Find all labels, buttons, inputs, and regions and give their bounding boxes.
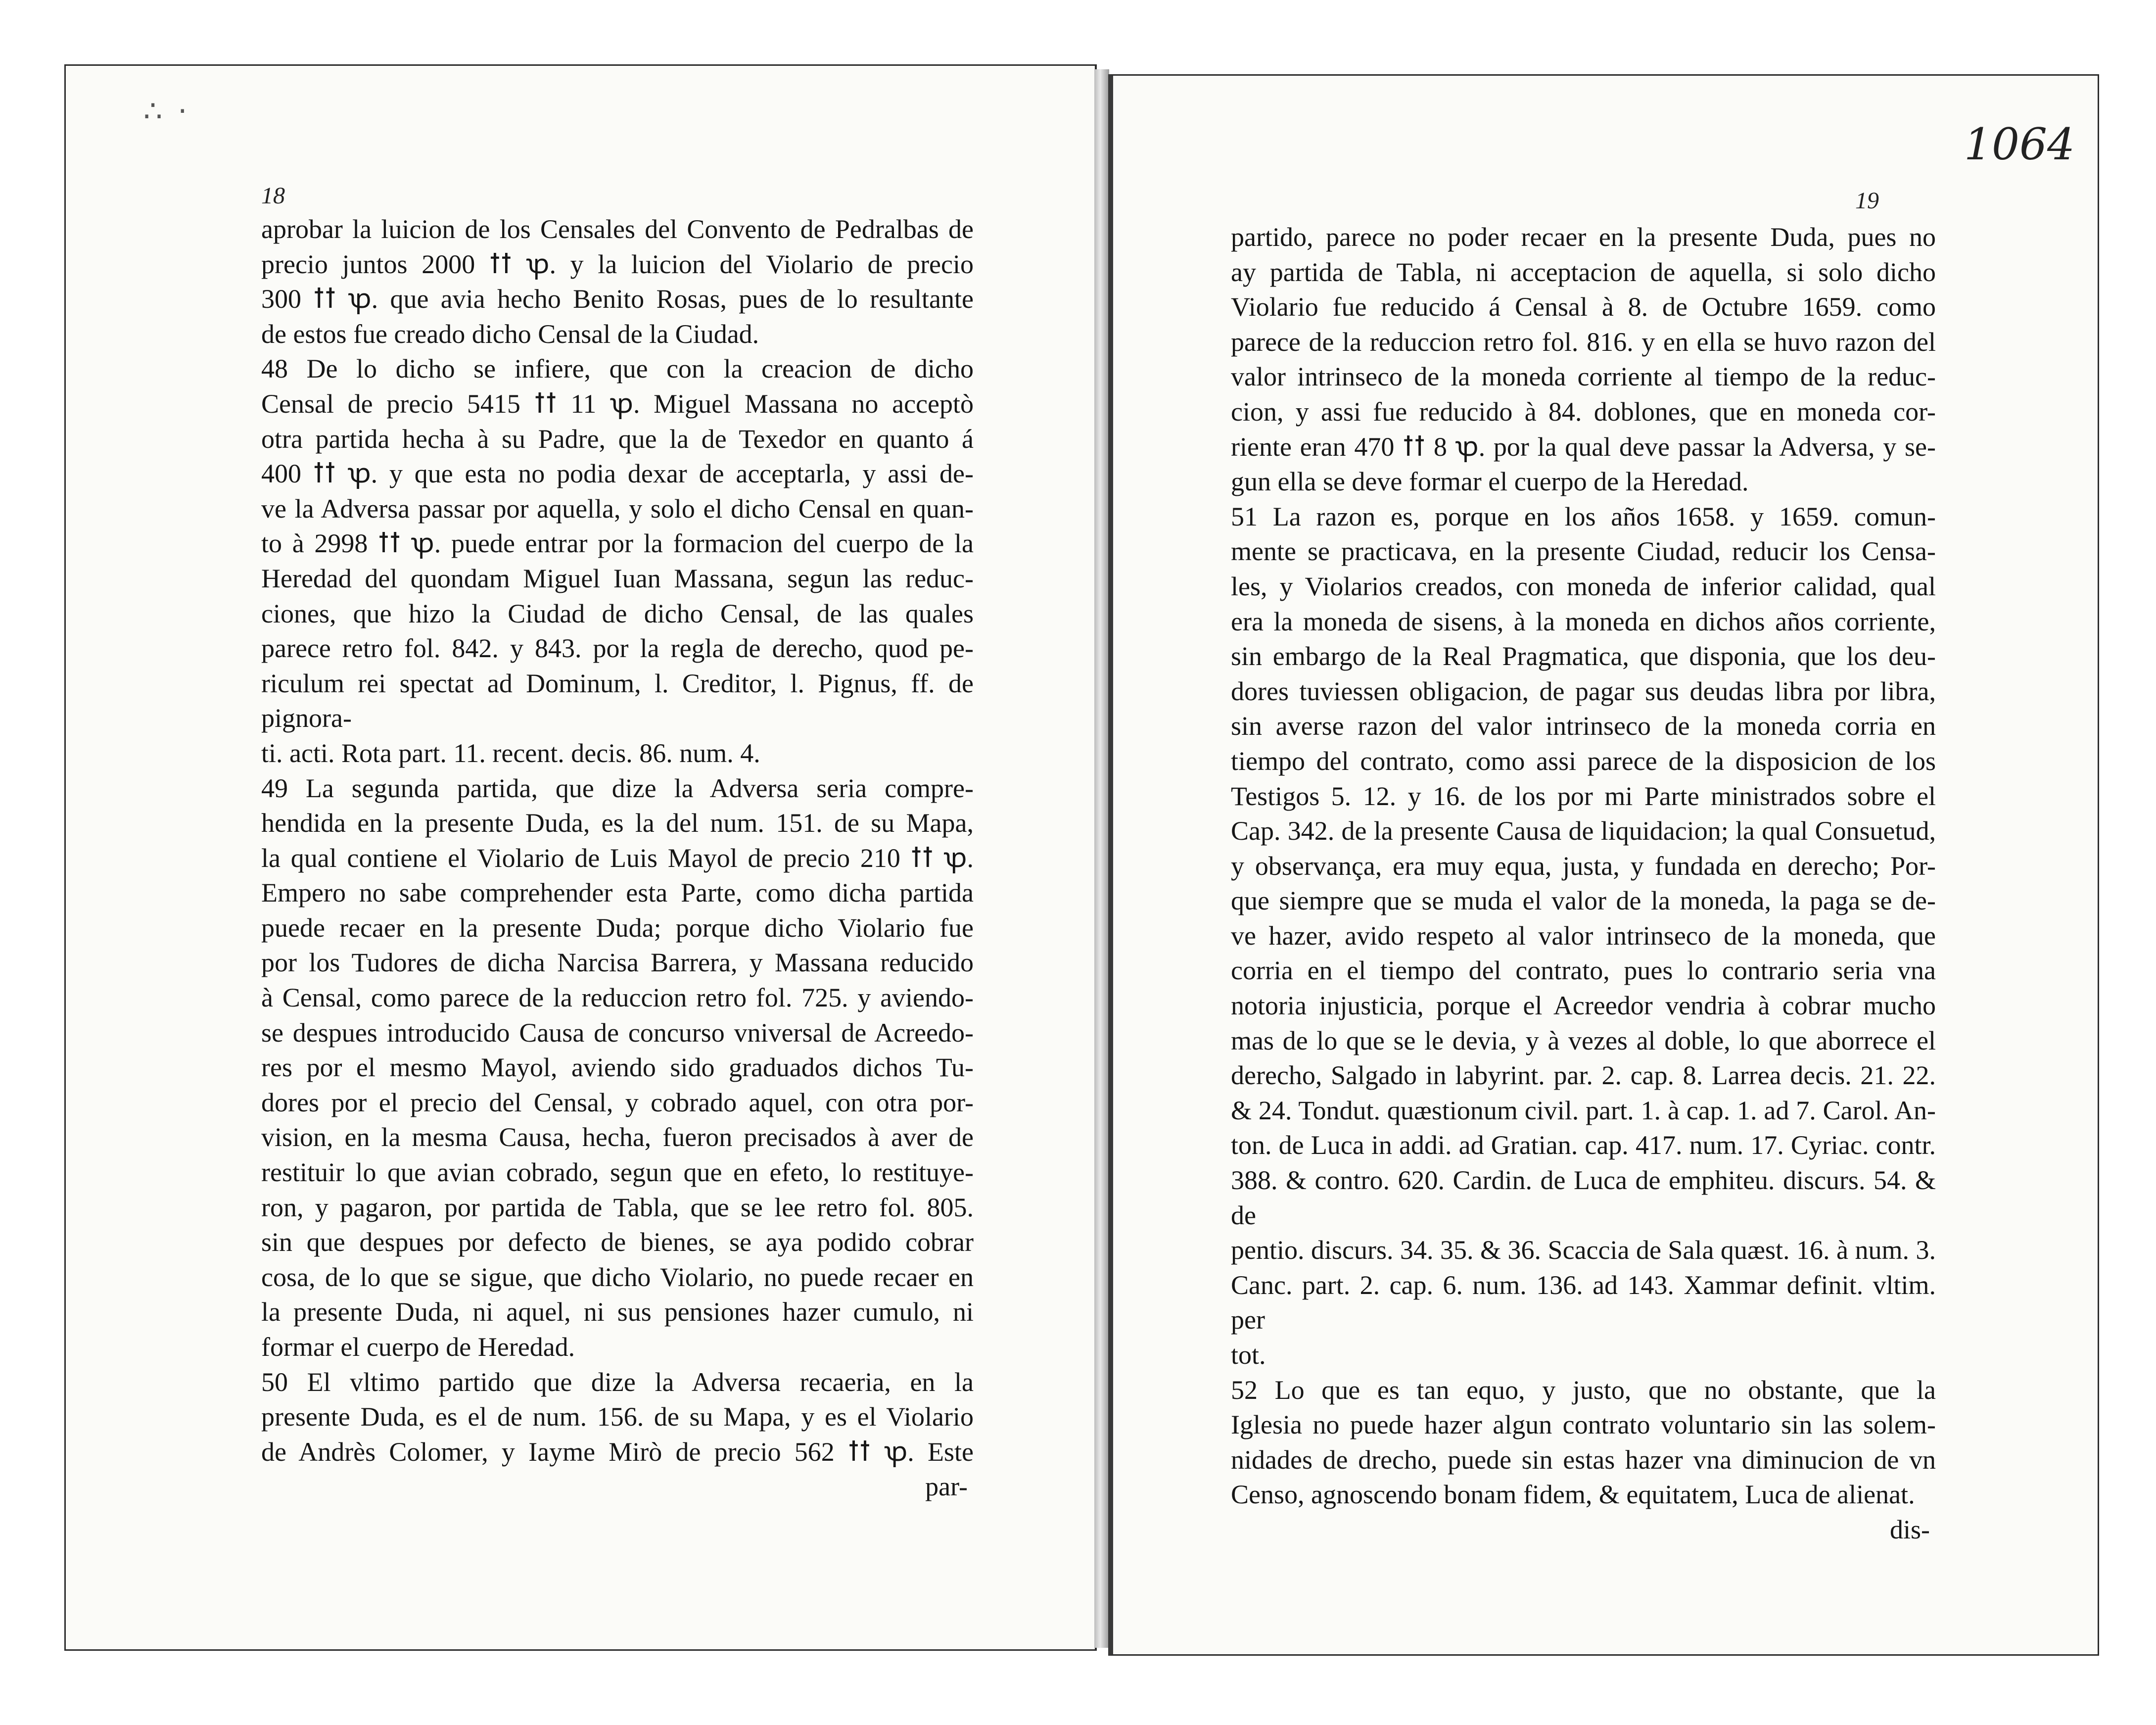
text-line: 52 Lo que es tan equo, y justo, que no obstante, que la: [1231, 1375, 1936, 1405]
text-line: ve la Adversa passar por aquella, y solo el dicho Censal en quan-: [261, 493, 974, 524]
catchword: par-: [925, 1472, 968, 1502]
text-line: derecho, Salgado in labyrint. par. 2. cap. 8. Larrea decis. 21. 22.: [1231, 1060, 1936, 1091]
text-line: ron, y pagaron, por partida de Tabla, que se lee retro fol. 805.: [261, 1192, 974, 1222]
text-line: 49 La segunda partida, que dize la Adversa seria compre-: [261, 773, 974, 803]
text-line: riculum rei spectat ad Dominum, l. Creditor, l. Pignus, ff. de pignora-: [261, 668, 974, 733]
ink-marks: ∴ ·: [143, 94, 190, 129]
text-line: 300 ꝉꝉ ꝕ. que avia hecho Benito Rosas, pues de lo resultante: [261, 284, 974, 314]
text-line: 388. & contro. 620. Cardin. de Luca de emphiteu. discurs. 54. & de: [1231, 1165, 1936, 1230]
text-line: 400 ꝉꝉ ꝕ. y que esta no podia dexar de acceptarla, y assi de-: [261, 459, 974, 489]
text-line: que siempre que se muda el valor de la moneda, la paga se de-: [1231, 886, 1936, 916]
text-line: puede recaer en la presente Duda; porque dicho Violario fue: [261, 912, 974, 943]
text-line: pentio. discurs. 34. 35. & 36. Scaccia de Sala quæst. 16. à num. 3.: [1231, 1235, 1936, 1265]
text-line: de estos fue creado dicho Censal de la Ciudad.: [261, 319, 759, 349]
text-line: y observança, era muy equa, justa, y fundada en derecho; Por-: [1231, 851, 1936, 881]
text-line: 50 El vltimo partido que dize la Adversa recaeria, en la: [261, 1367, 974, 1397]
text-line: Cap. 342. de la presente Causa de liquidacion; la qual Consuetud,: [1231, 816, 1936, 846]
left-page-text: [261, 212, 974, 1504]
text-line: sin que despues por defecto de bienes, se aya podido cobrar: [261, 1227, 974, 1257]
text-line: Iglesia no puede hazer algun contrato voluntario sin las solem-: [1231, 1410, 1936, 1440]
text-line: se despues introducido Causa de concurso vniversal de Acreedo-: [261, 1017, 974, 1048]
text-line: 51 La razon es, porque en los años 1658. y 1659. comun-: [1231, 501, 1936, 531]
text-line: Heredad del quondam Miguel Iuan Massana, segun las reduc-: [261, 563, 974, 593]
text-line: restituir lo que avian cobrado, segun que en efeto, lo restituye-: [261, 1157, 974, 1188]
text-line: formar el cuerpo de Heredad.: [261, 1332, 575, 1362]
text-line: ton. de Luca in addi. ad Gratian. cap. 417. num. 17. Cyriac. contr.: [1231, 1130, 1936, 1160]
text-line: ti. acti. Rota part. 11. recent. decis. 86. num. 4.: [261, 738, 760, 768]
text-line: por los Tudores de dicha Narcisa Barrera, y Massana reducido: [261, 948, 974, 978]
text-line: mente se practicava, en la presente Ciudad, reducir los Censa-: [1231, 536, 1936, 567]
handwritten-folio-number: 1064: [1964, 119, 2075, 170]
text-line: sin embargo de la Real Pragmatica, que disponia, que los deu-: [1231, 641, 1936, 671]
text-line: tiempo del contrato, como assi parece de la disposicion de los: [1231, 746, 1936, 776]
text-line: dores por el precio del Censal, y cobrado aquel, con otra por-: [261, 1087, 974, 1117]
text-line: ay partida de Tabla, ni acceptacion de aquella, si solo dicho: [1231, 257, 1936, 287]
text-line: era la moneda de sisens, à la moneda en dichos años corriente,: [1231, 606, 1936, 636]
text-line: Canc. part. 2. cap. 6. num. 136. ad 143. Xammar definit. vltim. per: [1231, 1270, 1936, 1335]
text-line: otra partida hecha à su Padre, que la de Texedor en quanto á: [261, 424, 974, 454]
text-line: dores tuviessen obligacion, de pagar sus deudas libra por libra,: [1231, 676, 1936, 706]
text-line: la qual contiene el Violario de Luis Mayol de precio 210 ꝉꝉ ꝕ.: [261, 843, 974, 873]
text-line: cosa, de lo que se sigue, que dicho Violario, no puede recaer en: [261, 1262, 974, 1292]
text-line: & 24. Tondut. quæstionum civil. part. 1. à cap. 1. ad 7. Carol. An-: [1231, 1095, 1936, 1125]
left-page-number: 18: [261, 183, 285, 209]
text-line: tot.: [1231, 1340, 1266, 1370]
text-line: aprobar la luicion de los Censales del Convento de Pedralbas de: [261, 214, 974, 244]
text-line: à Censal, como parece de la reduccion retro fol. 725. y aviendo-: [261, 983, 974, 1013]
text-line: la presente Duda, ni aquel, ni sus pensiones hazer cumulo, ni: [261, 1297, 974, 1327]
text-line: precio juntos 2000 ꝉꝉ ꝕ. y la luicion del Violario de precio: [261, 249, 974, 279]
text-line: hendida en la presente Duda, es la del num. 151. de su Mapa,: [261, 808, 974, 838]
text-line: res por el mesmo Mayol, aviendo sido graduados dichos Tu-: [261, 1053, 974, 1083]
text-line: ciones, que hizo la Ciudad de dicho Censal, de las quales: [261, 598, 974, 628]
text-line: mas de lo que se le devia, y à vezes al doble, lo que aborrece el: [1231, 1025, 1936, 1055]
text-line: valor intrinseco de la moneda corriente al tiempo de la reduc-: [1231, 362, 1936, 392]
text-line: partido, parece no poder recaer en la presente Duda, pues no: [1231, 222, 1936, 252]
text-line: sin averse razon del valor intrinseco de la moneda corria en: [1231, 711, 1936, 741]
text-line: Empero no sabe comprehender esta Parte, como dicha partida: [261, 878, 974, 908]
text-line: de Andrès Colomer, y Iayme Mirò de precio 562 ꝉꝉ ꝕ. Este: [261, 1437, 974, 1467]
text-line: nidades de drecho, puede sin estas hazer vna diminucion de vn: [1231, 1444, 1936, 1475]
text-line: corria en el tiempo del contrato, pues lo contrario seria vna: [1231, 956, 1936, 986]
book-gutter: [1094, 69, 1109, 1648]
text-line: gun ella se deve formar el cuerpo de la Heredad.: [1231, 467, 1749, 497]
text-line: to à 2998 ꝉꝉ ꝕ. puede entrar por la formacion del cuerpo de la: [261, 528, 974, 559]
text-line: cion, y assi fue reducido à 84. doblones, que en moneda cor-: [1231, 396, 1936, 427]
text-line: riente eran 470 ꝉꝉ 8 ꝕ. por la qual deve passar la Adversa, y se-: [1231, 431, 1936, 462]
right-page-text: [1231, 220, 1936, 1547]
text-line: Testigos 5. 12. y 16. de los por mi Parte ministrados sobre el: [1231, 781, 1936, 811]
text-line: notoria injusticia, porque el Acreedor vendria à cobrar mucho: [1231, 991, 1936, 1021]
text-line: parece de la reduccion retro fol. 816. y en ella se huvo razon del: [1231, 327, 1936, 357]
text-line: Censal de precio 5415 ꝉꝉ 11 ꝕ. Miguel Massana no acceptò: [261, 388, 974, 419]
text-line: ve hazer, avido respeto al valor intrinseco de la moneda, que: [1231, 920, 1936, 951]
catchword: dis-: [1890, 1514, 1930, 1544]
right-page-number: 19: [1855, 188, 1879, 214]
text-line: presente Duda, es el de num. 156. de su Mapa, y es el Violario: [261, 1402, 974, 1432]
text-line: Censo, agnoscendo bonam fidem, & equitatem, Luca de alienat.: [1231, 1480, 1915, 1510]
text-line: 48 De lo dicho se infiere, que con la creacion de dicho: [261, 354, 974, 384]
text-line: Violario fue reducido á Censal à 8. de Octubre 1659. como: [1231, 292, 1936, 322]
text-line: les, y Violarios creados, con moneda de inferior calidad, qual: [1231, 571, 1936, 601]
text-line: vision, en la mesma Causa, hecha, fueron precisados à aver de: [261, 1122, 974, 1152]
text-line: parece retro fol. 842. y 843. por la regla de derecho, quod pe-: [261, 633, 974, 664]
